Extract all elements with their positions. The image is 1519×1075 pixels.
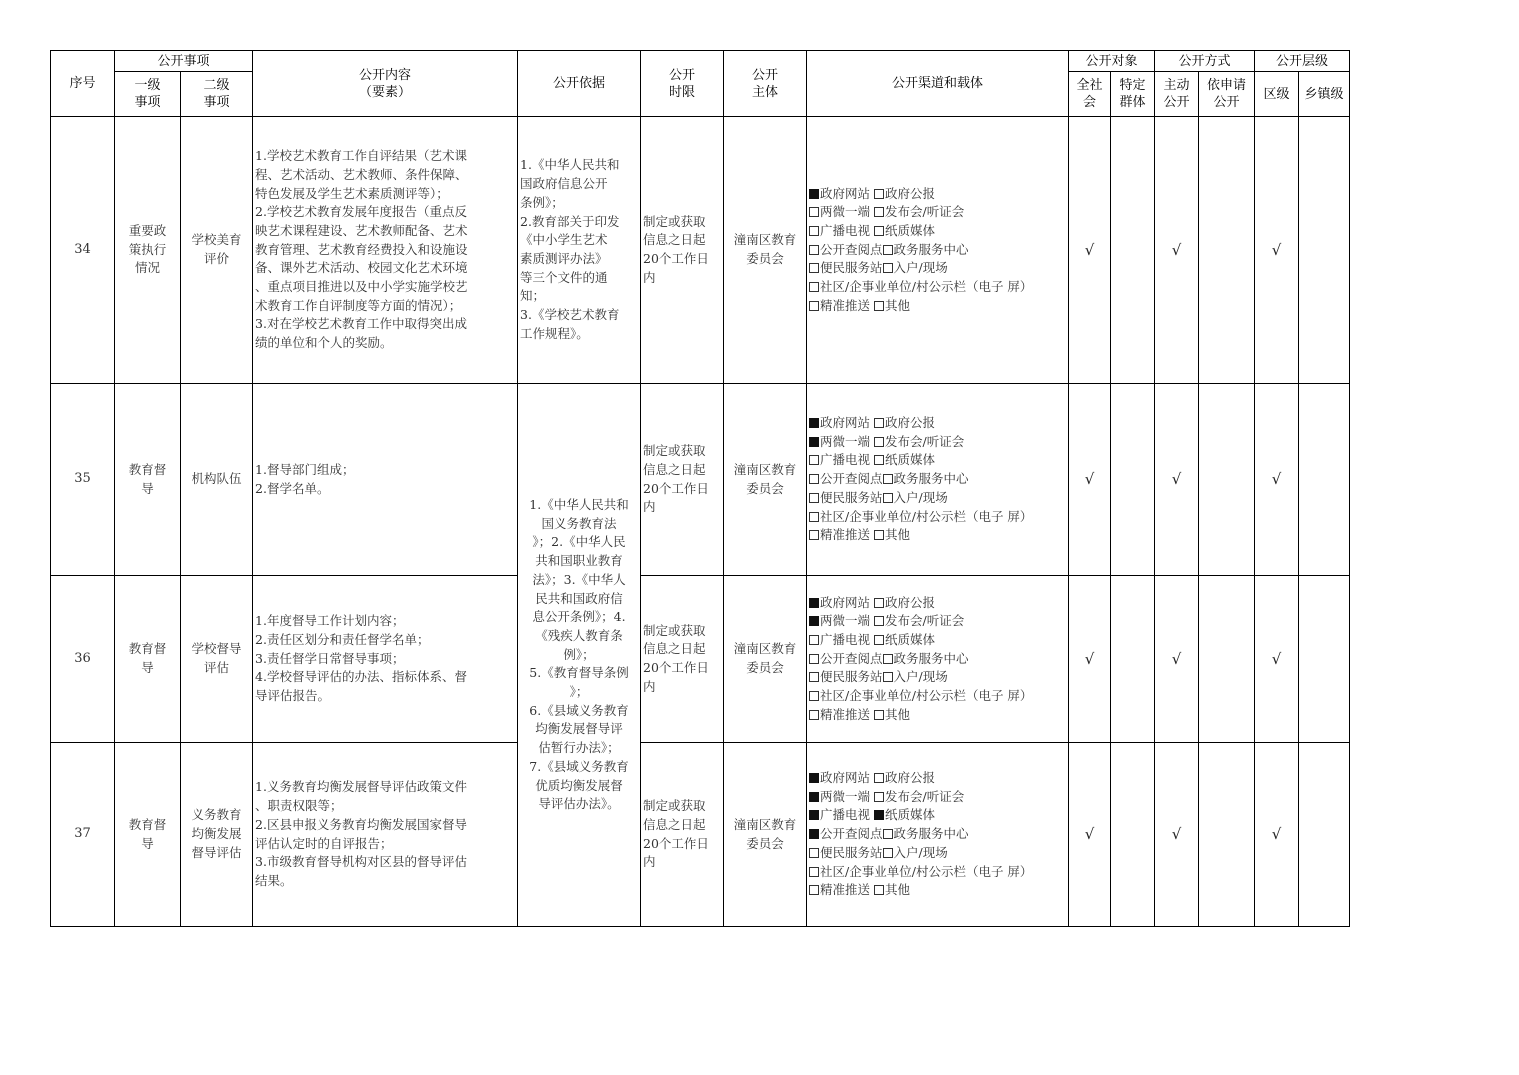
channel-item bbox=[874, 807, 935, 822]
channel-item bbox=[874, 452, 935, 467]
shared-basis: 1.《中华人民共和 国义务教育法 》；2.《中华人民 共和国职业教育 法》；3.《中华人 民共和国政府信 息公开条例》；4. 《残疾人教育条 例》； 5.《教育督导条例 》； 6.《县域义务教育 均衡发展督导评 估暂行办法》； 7.《县域义务教育 优质均衡发展督 导评估办法》。 bbox=[518, 384, 641, 927]
row-seq: 35 bbox=[51, 384, 115, 576]
channel-label: 政府公报 bbox=[885, 594, 936, 610]
channel-item bbox=[809, 452, 870, 467]
channel-item bbox=[809, 595, 870, 610]
table-row bbox=[51, 743, 1350, 927]
channel-line bbox=[809, 278, 1066, 297]
unchecked-box-icon bbox=[883, 829, 893, 839]
unchecked-box-icon bbox=[809, 455, 819, 465]
channel-line bbox=[809, 451, 1066, 470]
checked-box-icon bbox=[809, 829, 819, 839]
check-mark-level-district: √ bbox=[1255, 576, 1299, 743]
channel-item bbox=[809, 669, 883, 684]
unchecked-box-icon bbox=[809, 848, 819, 858]
channel-line bbox=[809, 508, 1066, 527]
unchecked-box-icon bbox=[874, 189, 884, 199]
unchecked-box-icon bbox=[874, 616, 884, 626]
channel-line bbox=[809, 806, 1066, 825]
channel-label: 政府网站 bbox=[820, 415, 871, 431]
channel-line bbox=[809, 489, 1066, 508]
header-audience-specific: 特定 群体 bbox=[1111, 72, 1155, 117]
header-channel: 公开渠道和载体 bbox=[807, 51, 1069, 117]
channel-label: 两微一端 bbox=[820, 788, 871, 804]
header-mode-request: 依申请 公开 bbox=[1199, 72, 1255, 117]
channel-label: 其他 bbox=[885, 297, 911, 313]
row-level2: 学校督导 评估 bbox=[181, 576, 253, 743]
unchecked-box-icon bbox=[809, 635, 819, 645]
channel-label: 便民服务站 bbox=[820, 260, 883, 276]
channel-label: 入户/现场 bbox=[893, 260, 948, 276]
unchecked-box-icon bbox=[809, 245, 819, 255]
row-channels bbox=[807, 743, 1069, 927]
row-subject: 潼南区教育 委员会 bbox=[724, 576, 807, 743]
row-content: 1.年度督导工作计划内容； 2.责任区划分和责任督学名单； 3.责任督学日常督导事项； 4.学校督导评估的办法、指标体系、督 导评估报告。 bbox=[253, 576, 518, 743]
channel-label: 发布会/听证会 bbox=[885, 613, 965, 629]
row-content: 1.义务教育均衡发展督导评估政策文件 、职责权限等； 2.区县申报义务教育均衡发展国家督导 评估认定时的自评报告； 3.市级教育督导机构对区县的督导评估 结果。 bbox=[253, 743, 518, 927]
cell-audience-specific bbox=[1111, 576, 1155, 743]
channel-label: 社区/企事业单位/村公示栏（电子 屏） bbox=[820, 508, 1033, 524]
channel-label: 精准推送 bbox=[820, 527, 871, 543]
table-row bbox=[51, 384, 1350, 576]
header-subject: 公开 主体 bbox=[724, 51, 807, 117]
check-mark-mode-active: √ bbox=[1155, 384, 1199, 576]
unchecked-box-icon bbox=[809, 867, 819, 877]
channel-label: 其他 bbox=[885, 882, 911, 898]
channel-line bbox=[809, 881, 1066, 900]
row-basis: 1.《中华人民共和 国政府信息公开 条例》； 2.教育部关于印发 《中小学生艺术 素质测评办法》 等三个文件的通 知； 3.《学校艺术教育 工作规程》。 bbox=[518, 117, 641, 384]
row-level1: 教育督 导 bbox=[115, 743, 181, 927]
channel-label: 发布会/听证会 bbox=[885, 433, 965, 449]
channel-item bbox=[874, 789, 964, 804]
table-row bbox=[51, 576, 1350, 743]
channel-item bbox=[809, 770, 870, 785]
channel-line bbox=[809, 687, 1066, 706]
checked-box-icon bbox=[809, 773, 819, 783]
row-content: 1.督导部门组成； 2.督学名单。 bbox=[253, 384, 518, 576]
channel-label: 入户/现场 bbox=[893, 844, 948, 860]
channel-label: 公开查阅点 bbox=[820, 826, 883, 842]
check-mark-audience-all: √ bbox=[1069, 384, 1111, 576]
unchecked-box-icon bbox=[874, 710, 884, 720]
unchecked-box-icon bbox=[809, 263, 819, 273]
channel-item bbox=[809, 186, 870, 201]
channel-item bbox=[883, 845, 948, 860]
unchecked-box-icon bbox=[809, 710, 819, 720]
checked-box-icon bbox=[809, 792, 819, 802]
channel-label: 两微一端 bbox=[820, 204, 871, 220]
header-mode-active: 主动 公开 bbox=[1155, 72, 1199, 117]
checked-box-icon bbox=[809, 616, 819, 626]
unchecked-box-icon bbox=[809, 885, 819, 895]
channel-label: 其他 bbox=[885, 706, 911, 722]
channel-line bbox=[809, 259, 1066, 278]
header-seq: 序号 bbox=[51, 51, 115, 117]
channel-item bbox=[874, 595, 935, 610]
checked-box-icon bbox=[809, 437, 819, 447]
channel-line bbox=[809, 222, 1066, 241]
channel-label: 便民服务站 bbox=[820, 844, 883, 860]
channel-item bbox=[874, 415, 935, 430]
channel-label: 入户/现场 bbox=[893, 669, 948, 685]
header-content: 公开内容 （要素） bbox=[253, 51, 518, 117]
channel-item bbox=[809, 527, 870, 542]
channel-label: 社区/企事业单位/村公示栏（电子 屏） bbox=[820, 279, 1033, 295]
row-level2: 义务教育 均衡发展 督导评估 bbox=[181, 743, 253, 927]
channel-item bbox=[883, 669, 948, 684]
channel-label: 政务服务中心 bbox=[893, 241, 969, 257]
row-channels bbox=[807, 384, 1069, 576]
channel-label: 纸质媒体 bbox=[885, 631, 936, 647]
channel-item bbox=[809, 632, 870, 647]
unchecked-box-icon bbox=[874, 226, 884, 236]
channel-label: 入户/现场 bbox=[893, 489, 948, 505]
checked-box-icon bbox=[809, 418, 819, 428]
channel-item bbox=[874, 632, 935, 647]
check-mark-level-district: √ bbox=[1255, 384, 1299, 576]
unchecked-box-icon bbox=[874, 207, 884, 217]
channel-line bbox=[809, 706, 1066, 725]
channel-line bbox=[809, 241, 1066, 260]
channel-item bbox=[874, 527, 910, 542]
row-level2: 学校美育 评价 bbox=[181, 117, 253, 384]
unchecked-box-icon bbox=[874, 437, 884, 447]
header-level2: 二级 事项 bbox=[181, 72, 253, 117]
checked-box-icon bbox=[809, 598, 819, 608]
unchecked-box-icon bbox=[883, 654, 893, 664]
channel-label: 其他 bbox=[885, 527, 911, 543]
channel-item bbox=[874, 707, 910, 722]
unchecked-box-icon bbox=[809, 512, 819, 522]
channel-item bbox=[883, 242, 969, 257]
channel-line bbox=[809, 650, 1066, 669]
check-mark-audience-all: √ bbox=[1069, 743, 1111, 927]
unchecked-box-icon bbox=[809, 654, 819, 664]
channel-item bbox=[809, 434, 870, 449]
unchecked-box-icon bbox=[809, 301, 819, 311]
unchecked-box-icon bbox=[809, 474, 819, 484]
channel-line bbox=[809, 769, 1066, 788]
channel-item bbox=[874, 186, 935, 201]
channel-label: 精准推送 bbox=[820, 706, 871, 722]
row-level2: 机构队伍 bbox=[181, 384, 253, 576]
channel-label: 发布会/听证会 bbox=[885, 204, 965, 220]
header-audience-all: 全社 会 bbox=[1069, 72, 1111, 117]
header-level-district: 区级 bbox=[1255, 72, 1299, 117]
check-mark-audience-all: √ bbox=[1069, 576, 1111, 743]
channel-line bbox=[809, 788, 1066, 807]
channel-label: 公开查阅点 bbox=[820, 650, 883, 666]
channel-line bbox=[809, 594, 1066, 613]
channel-item bbox=[809, 826, 883, 841]
unchecked-box-icon bbox=[883, 493, 893, 503]
channel-label: 政府公报 bbox=[885, 185, 936, 201]
header-audience-group: 公开对象 bbox=[1069, 51, 1155, 72]
unchecked-box-icon bbox=[874, 455, 884, 465]
channel-label: 政务服务中心 bbox=[893, 471, 969, 487]
channel-line bbox=[809, 631, 1066, 650]
cell-level-town bbox=[1299, 743, 1350, 927]
unchecked-box-icon bbox=[809, 493, 819, 503]
check-mark-mode-active: √ bbox=[1155, 576, 1199, 743]
row-subject: 潼南区教育 委员会 bbox=[724, 743, 807, 927]
row-level1: 教育督 导 bbox=[115, 384, 181, 576]
channel-label: 政务服务中心 bbox=[893, 826, 969, 842]
unchecked-box-icon bbox=[883, 245, 893, 255]
unchecked-box-icon bbox=[883, 474, 893, 484]
unchecked-box-icon bbox=[809, 530, 819, 540]
unchecked-box-icon bbox=[809, 226, 819, 236]
channel-line bbox=[809, 185, 1066, 204]
channel-item bbox=[809, 509, 1032, 524]
unchecked-box-icon bbox=[874, 635, 884, 645]
unchecked-box-icon bbox=[874, 418, 884, 428]
row-level1: 重要政 策执行 情况 bbox=[115, 117, 181, 384]
channel-item bbox=[874, 298, 910, 313]
unchecked-box-icon bbox=[809, 282, 819, 292]
channel-label: 纸质媒体 bbox=[885, 452, 936, 468]
unchecked-box-icon bbox=[809, 207, 819, 217]
channel-item bbox=[874, 770, 935, 785]
channel-label: 便民服务站 bbox=[820, 489, 883, 505]
unchecked-box-icon bbox=[883, 263, 893, 273]
unchecked-box-icon bbox=[874, 301, 884, 311]
check-mark-level-district: √ bbox=[1255, 743, 1299, 927]
cell-mode-request bbox=[1199, 743, 1255, 927]
row-period: 制定或获取 信息之日起 20个工作日 内 bbox=[641, 384, 724, 576]
channel-label: 精准推送 bbox=[820, 882, 871, 898]
header-level-group: 公开层级 bbox=[1255, 51, 1350, 72]
channel-label: 公开查阅点 bbox=[820, 471, 883, 487]
check-mark-level-district: √ bbox=[1255, 117, 1299, 384]
channel-item bbox=[883, 651, 969, 666]
header-level1: 一级 事项 bbox=[115, 72, 181, 117]
channel-label: 纸质媒体 bbox=[885, 222, 936, 238]
channel-item bbox=[809, 223, 870, 238]
channel-label: 纸质媒体 bbox=[885, 807, 936, 823]
channel-item bbox=[809, 279, 1032, 294]
channel-item bbox=[874, 613, 964, 628]
channel-label: 社区/企事业单位/村公示栏（电子 屏） bbox=[820, 863, 1033, 879]
channel-label: 广播电视 bbox=[820, 631, 871, 647]
channel-item bbox=[874, 223, 935, 238]
channel-label: 政府网站 bbox=[820, 594, 871, 610]
row-content: 1.学校艺术教育工作自评结果（艺术课 程、艺术活动、艺术教师、条件保障、 特色发展及学生艺术素质测评等）； 2.学校艺术教育发展年度报告（重点反 映艺术课程建设、艺术教师配备、艺术 教育管理、艺术教育经费投入和设施设 备、课外艺术活动、校园文化艺术环境 、重点项目推进以及中小学实施学校艺 术教育工作自评制度等方面的情况）； 3.对在学校艺术教育工作中取得突出成 绩的单位和个人的奖励。 bbox=[253, 117, 518, 384]
checked-box-icon bbox=[809, 189, 819, 199]
channel-line bbox=[809, 825, 1066, 844]
channel-line bbox=[809, 203, 1066, 222]
cell-mode-request bbox=[1199, 576, 1255, 743]
cell-mode-request bbox=[1199, 384, 1255, 576]
channel-item bbox=[809, 882, 870, 897]
channel-label: 便民服务站 bbox=[820, 669, 883, 685]
channel-label: 广播电视 bbox=[820, 807, 871, 823]
row-seq: 37 bbox=[51, 743, 115, 927]
channel-item bbox=[809, 651, 883, 666]
channel-item bbox=[809, 789, 870, 804]
header-period: 公开 时限 bbox=[641, 51, 724, 117]
cell-audience-specific bbox=[1111, 743, 1155, 927]
unchecked-box-icon bbox=[874, 773, 884, 783]
check-mark-mode-active: √ bbox=[1155, 743, 1199, 927]
check-mark-mode-active: √ bbox=[1155, 117, 1199, 384]
channel-item bbox=[874, 882, 910, 897]
channel-item bbox=[883, 490, 948, 505]
channel-item bbox=[883, 826, 969, 841]
channel-label: 政府公报 bbox=[885, 415, 936, 431]
channel-line bbox=[809, 863, 1066, 882]
checked-box-icon bbox=[809, 810, 819, 820]
channel-item bbox=[874, 204, 964, 219]
row-period: 制定或获取 信息之日起 20个工作日 内 bbox=[641, 576, 724, 743]
channel-label: 精准推送 bbox=[820, 297, 871, 313]
row-period: 制定或获取 信息之日起 20个工作日 内 bbox=[641, 117, 724, 384]
channel-line bbox=[809, 844, 1066, 863]
channel-line bbox=[809, 526, 1066, 545]
channel-label: 两微一端 bbox=[820, 433, 871, 449]
row-subject: 潼南区教育 委员会 bbox=[724, 384, 807, 576]
channel-item bbox=[874, 434, 964, 449]
channel-item bbox=[883, 260, 948, 275]
row-channels bbox=[807, 576, 1069, 743]
cell-audience-specific bbox=[1111, 384, 1155, 576]
row-level1: 教育督 导 bbox=[115, 576, 181, 743]
row-seq: 36 bbox=[51, 576, 115, 743]
cell-level-town bbox=[1299, 384, 1350, 576]
cell-audience-specific bbox=[1111, 117, 1155, 384]
channel-line bbox=[809, 297, 1066, 316]
channel-item bbox=[809, 807, 870, 822]
channel-item bbox=[809, 415, 870, 430]
channel-line bbox=[809, 433, 1066, 452]
row-subject: 潼南区教育 委员会 bbox=[724, 117, 807, 384]
channel-label: 社区/企事业单位/村公示栏（电子 屏） bbox=[820, 688, 1033, 704]
unchecked-box-icon bbox=[883, 848, 893, 858]
channel-label: 政务服务中心 bbox=[893, 650, 969, 666]
channel-label: 广播电视 bbox=[820, 222, 871, 238]
disclosure-table bbox=[50, 50, 1350, 927]
unchecked-box-icon bbox=[874, 885, 884, 895]
channel-item bbox=[809, 688, 1032, 703]
channel-label: 发布会/听证会 bbox=[885, 788, 965, 804]
channel-label: 政府网站 bbox=[820, 770, 871, 786]
channel-line bbox=[809, 470, 1066, 489]
header-items-group: 公开事项 bbox=[115, 51, 253, 72]
unchecked-box-icon bbox=[809, 672, 819, 682]
header-basis: 公开依据 bbox=[518, 51, 641, 117]
channel-label: 两微一端 bbox=[820, 613, 871, 629]
channel-item bbox=[809, 242, 883, 257]
channel-item bbox=[809, 260, 883, 275]
cell-level-town bbox=[1299, 576, 1350, 743]
channel-label: 政府公报 bbox=[885, 770, 936, 786]
channel-item bbox=[809, 613, 870, 628]
channel-item bbox=[809, 490, 883, 505]
channel-item bbox=[809, 707, 870, 722]
channel-label: 政府网站 bbox=[820, 185, 871, 201]
channel-item bbox=[883, 471, 969, 486]
row-channels bbox=[807, 117, 1069, 384]
unchecked-box-icon bbox=[874, 530, 884, 540]
unchecked-box-icon bbox=[883, 672, 893, 682]
channel-line bbox=[809, 612, 1066, 631]
channel-item bbox=[809, 845, 883, 860]
channel-item bbox=[809, 204, 870, 219]
channel-line bbox=[809, 414, 1066, 433]
channel-label: 公开查阅点 bbox=[820, 241, 883, 257]
header-mode-group: 公开方式 bbox=[1155, 51, 1255, 72]
row-period: 制定或获取 信息之日起 20个工作日 内 bbox=[641, 743, 724, 927]
unchecked-box-icon bbox=[874, 598, 884, 608]
check-mark-audience-all: √ bbox=[1069, 117, 1111, 384]
unchecked-box-icon bbox=[874, 792, 884, 802]
channel-item bbox=[809, 298, 870, 313]
channel-item bbox=[809, 864, 1032, 879]
header-level-town: 乡镇级 bbox=[1299, 72, 1350, 117]
row-seq: 34 bbox=[51, 117, 115, 384]
channel-item bbox=[809, 471, 883, 486]
checked-box-icon bbox=[874, 810, 884, 820]
cell-level-town bbox=[1299, 117, 1350, 384]
unchecked-box-icon bbox=[809, 691, 819, 701]
channel-label: 广播电视 bbox=[820, 452, 871, 468]
table-row bbox=[51, 117, 1350, 384]
cell-mode-request bbox=[1199, 117, 1255, 384]
channel-line bbox=[809, 668, 1066, 687]
